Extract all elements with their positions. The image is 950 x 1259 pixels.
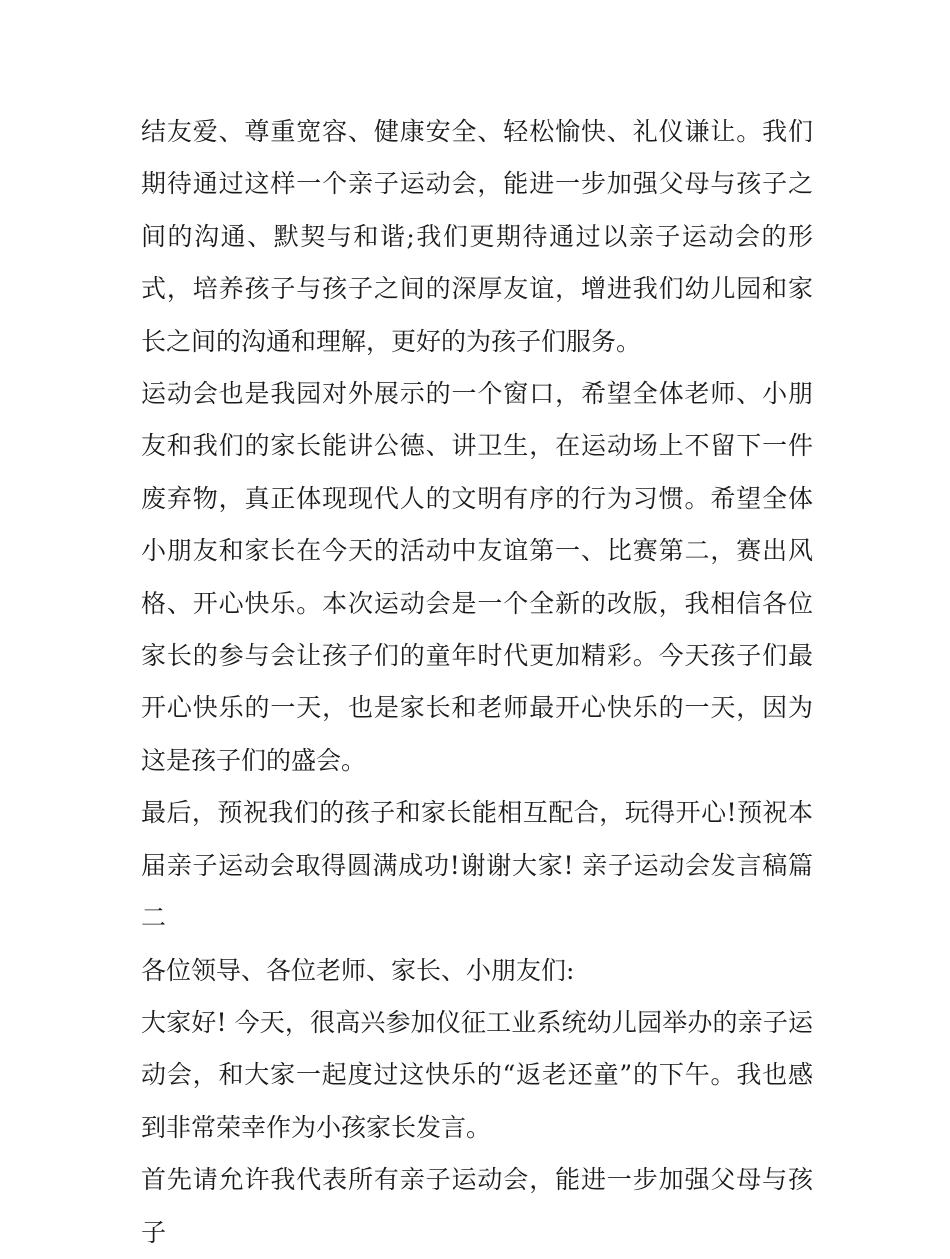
paragraph-salutation: 各位领导、各位老师、家长、小朋友们: xyxy=(141,955,575,985)
paragraph-closing-wishes: 最后，预祝我们的孩子和家长能相互配合，玩得开心!预祝本届亲子运动会取得圆满成功!谢谢大家! 亲子运动会发言稿篇二 xyxy=(141,798,813,933)
paragraph-greeting: 大家好! 今天，很高兴参加仪征工业系统幼儿园举办的亲子运动会，和大家一起度过这快乐的“返老还童”的下午。我也感到非常荣幸作为小孩家长发言。 xyxy=(141,1007,813,1142)
paragraph-opening-remarks: 首先请允许我代表所有亲子运动会，能进一步加强父母与孩子 xyxy=(141,1165,813,1247)
document-body xyxy=(141,106,813,1259)
paragraph-kindergarten-window: 运动会也是我园对外展示的一个窗口，希望全体老师、小朋友和我们的家长能讲公德、讲卫生，在运动场上不留下一件废弃物，真正体现现代人的文明有序的行为习惯。希望全体小朋友和家长在今天的活动中友谊第一、比赛第二，赛出风格、开心快乐。本次运动会是一个全新的改版，我相信各位家长的参与会让孩子们的童年时代更加精彩。今天孩子们最开心快乐的一天，也是家长和老师最开心快乐的一天，因为这是孩子们的盛会。 xyxy=(141,379,813,775)
paragraph-sports-meeting-goals: 结友爱、尊重宽容、健康安全、轻松愉快、礼仪谦让。我们期待通过这样一个亲子运动会，能进一步加强父母与孩子之间的沟通、默契与和谐;我们更期待通过以亲子运动会的形式，培养孩子与孩子之间的深厚友谊，增进我们幼儿园和家长之间的沟通和理解，更好的为孩子们服务。 xyxy=(141,117,813,356)
